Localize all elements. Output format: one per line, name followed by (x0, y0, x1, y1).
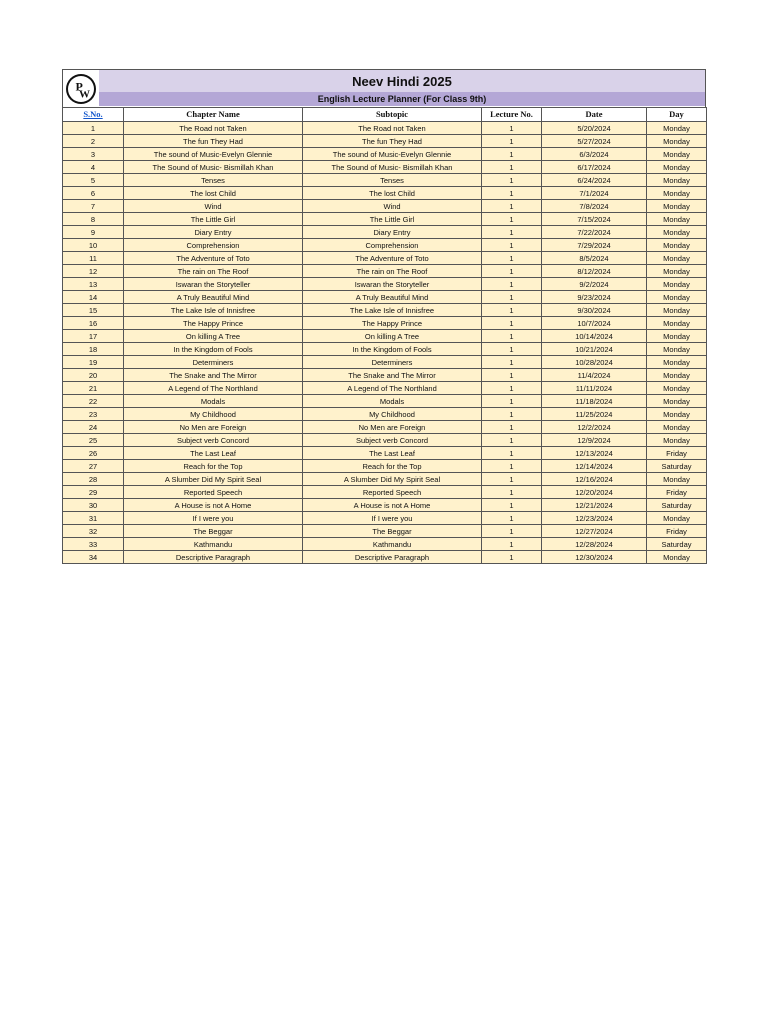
cell-sno: 10 (63, 239, 124, 252)
cell-day: Monday (647, 122, 707, 135)
cell-lecture-no: 1 (482, 148, 542, 161)
cell-chapter-name: The Little Girl (124, 213, 303, 226)
cell-chapter-name: Descriptive Paragraph (124, 551, 303, 564)
cell-day: Monday (647, 408, 707, 421)
cell-chapter-name: Tenses (124, 174, 303, 187)
cell-lecture-no: 1 (482, 252, 542, 265)
cell-subtopic: Comprehension (303, 239, 482, 252)
cell-lecture-no: 1 (482, 304, 542, 317)
cell-day: Monday (647, 213, 707, 226)
cell-subtopic: Iswaran the Storyteller (303, 278, 482, 291)
cell-date: 9/2/2024 (542, 278, 647, 291)
cell-subtopic: Subject verb Concord (303, 434, 482, 447)
cell-lecture-no: 1 (482, 382, 542, 395)
sheet-header (62, 69, 706, 107)
cell-subtopic: On killing A Tree (303, 330, 482, 343)
cell-day: Monday (647, 356, 707, 369)
table-row (63, 382, 707, 395)
cell-date: 11/18/2024 (542, 395, 647, 408)
cell-date: 12/23/2024 (542, 512, 647, 525)
cell-lecture-no: 1 (482, 213, 542, 226)
cell-lecture-no: 1 (482, 291, 542, 304)
cell-sno: 14 (63, 291, 124, 304)
cell-date: 12/21/2024 (542, 499, 647, 512)
table-header-row (63, 108, 707, 122)
table-row (63, 200, 707, 213)
cell-lecture-no: 1 (482, 356, 542, 369)
cell-lecture-no: 1 (482, 460, 542, 473)
cell-sno: 8 (63, 213, 124, 226)
table-row (63, 421, 707, 434)
cell-subtopic: The Snake and The Mirror (303, 369, 482, 382)
table-row (63, 473, 707, 486)
cell-date: 5/27/2024 (542, 135, 647, 148)
cell-chapter-name: In the Kingdom of Fools (124, 343, 303, 356)
cell-sno: 2 (63, 135, 124, 148)
cell-subtopic: Descriptive Paragraph (303, 551, 482, 564)
cell-date: 11/11/2024 (542, 382, 647, 395)
cell-sno: 9 (63, 226, 124, 239)
cell-subtopic: My Childhood (303, 408, 482, 421)
cell-day: Friday (647, 486, 707, 499)
table-row (63, 447, 707, 460)
cell-date: 12/13/2024 (542, 447, 647, 460)
cell-subtopic: Wind (303, 200, 482, 213)
column-header-chapter-name: Chapter Name (124, 108, 303, 122)
cell-subtopic: A House is not A Home (303, 499, 482, 512)
cell-chapter-name: Modals (124, 395, 303, 408)
cell-date: 12/30/2024 (542, 551, 647, 564)
table-row (63, 538, 707, 551)
lecture-table (62, 107, 707, 564)
cell-lecture-no: 1 (482, 421, 542, 434)
cell-day: Monday (647, 317, 707, 330)
cell-subtopic: Reach for the Top (303, 460, 482, 473)
cell-date: 9/30/2024 (542, 304, 647, 317)
table-row (63, 317, 707, 330)
table-row (63, 122, 707, 135)
table-row (63, 499, 707, 512)
cell-subtopic: The rain on The Roof (303, 265, 482, 278)
cell-chapter-name: On killing A Tree (124, 330, 303, 343)
table-row (63, 135, 707, 148)
cell-chapter-name: Iswaran the Storyteller (124, 278, 303, 291)
cell-chapter-name: The sound of Music-Evelyn Glennie (124, 148, 303, 161)
cell-chapter-name: My Childhood (124, 408, 303, 421)
cell-lecture-no: 1 (482, 473, 542, 486)
lecture-planner-sheet (62, 69, 706, 564)
cell-date: 12/20/2024 (542, 486, 647, 499)
cell-chapter-name: The rain on The Roof (124, 265, 303, 278)
cell-date: 12/14/2024 (542, 460, 647, 473)
cell-day: Monday (647, 200, 707, 213)
cell-day: Monday (647, 252, 707, 265)
cell-day: Monday (647, 330, 707, 343)
pw-logo-icon (63, 70, 99, 107)
cell-sno: 32 (63, 525, 124, 538)
cell-subtopic: If I were you (303, 512, 482, 525)
cell-day: Saturday (647, 460, 707, 473)
cell-date: 7/22/2024 (542, 226, 647, 239)
cell-chapter-name: The Adventure of Toto (124, 252, 303, 265)
cell-lecture-no: 1 (482, 525, 542, 538)
table-row (63, 369, 707, 382)
cell-sno: 5 (63, 174, 124, 187)
cell-chapter-name: A Truly Beautiful Mind (124, 291, 303, 304)
cell-subtopic: The Adventure of Toto (303, 252, 482, 265)
cell-sno: 25 (63, 434, 124, 447)
cell-sno: 3 (63, 148, 124, 161)
cell-subtopic: A Slumber Did My Spirit Seal (303, 473, 482, 486)
cell-subtopic: The lost Child (303, 187, 482, 200)
cell-sno: 28 (63, 473, 124, 486)
cell-subtopic: The Last Leaf (303, 447, 482, 460)
table-row (63, 460, 707, 473)
cell-lecture-no: 1 (482, 239, 542, 252)
cell-chapter-name: Subject verb Concord (124, 434, 303, 447)
cell-chapter-name: The Sound of Music- Bismillah Khan (124, 161, 303, 174)
cell-sno: 21 (63, 382, 124, 395)
cell-lecture-no: 1 (482, 343, 542, 356)
table-row (63, 395, 707, 408)
cell-chapter-name: The Lake Isle of Innisfree (124, 304, 303, 317)
cell-lecture-no: 1 (482, 317, 542, 330)
cell-day: Monday (647, 161, 707, 174)
cell-lecture-no: 1 (482, 187, 542, 200)
cell-day: Monday (647, 551, 707, 564)
cell-date: 12/9/2024 (542, 434, 647, 447)
cell-sno: 20 (63, 369, 124, 382)
column-header-subtopic: Subtopic (303, 108, 482, 122)
cell-date: 8/12/2024 (542, 265, 647, 278)
cell-subtopic: Diary Entry (303, 226, 482, 239)
cell-sno: 22 (63, 395, 124, 408)
cell-day: Monday (647, 304, 707, 317)
table-row (63, 187, 707, 200)
cell-subtopic: No Men are Foreign (303, 421, 482, 434)
cell-chapter-name: If I were you (124, 512, 303, 525)
cell-sno: 23 (63, 408, 124, 421)
cell-chapter-name: The Happy Prince (124, 317, 303, 330)
document-subtitle: English Lecture Planner (For Class 9th) (99, 92, 705, 106)
cell-day: Friday (647, 447, 707, 460)
cell-day: Monday (647, 239, 707, 252)
cell-subtopic: The sound of Music-Evelyn Glennie (303, 148, 482, 161)
cell-subtopic: The Little Girl (303, 213, 482, 226)
pw-logo-svg (65, 73, 97, 105)
cell-lecture-no: 1 (482, 395, 542, 408)
cell-lecture-no: 1 (482, 369, 542, 382)
cell-lecture-no: 1 (482, 499, 542, 512)
cell-date: 11/25/2024 (542, 408, 647, 421)
cell-sno: 24 (63, 421, 124, 434)
cell-sno: 13 (63, 278, 124, 291)
cell-lecture-no: 1 (482, 512, 542, 525)
cell-day: Monday (647, 148, 707, 161)
cell-lecture-no: 1 (482, 174, 542, 187)
table-row (63, 512, 707, 525)
cell-lecture-no: 1 (482, 161, 542, 174)
cell-date: 6/3/2024 (542, 148, 647, 161)
cell-sno: 29 (63, 486, 124, 499)
cell-lecture-no: 1 (482, 408, 542, 421)
cell-date: 6/24/2024 (542, 174, 647, 187)
cell-sno: 26 (63, 447, 124, 460)
cell-chapter-name: The Last Leaf (124, 447, 303, 460)
pw-logo-letter-w: W (79, 88, 90, 100)
cell-subtopic: The Beggar (303, 525, 482, 538)
cell-subtopic: A Truly Beautiful Mind (303, 291, 482, 304)
cell-lecture-no: 1 (482, 200, 542, 213)
cell-sno: 34 (63, 551, 124, 564)
cell-sno: 1 (63, 122, 124, 135)
cell-date: 8/5/2024 (542, 252, 647, 265)
cell-sno: 17 (63, 330, 124, 343)
cell-lecture-no: 1 (482, 226, 542, 239)
cell-day: Monday (647, 174, 707, 187)
cell-date: 12/28/2024 (542, 538, 647, 551)
cell-date: 10/14/2024 (542, 330, 647, 343)
table-row (63, 291, 707, 304)
cell-date: 10/7/2024 (542, 317, 647, 330)
column-header-day: Day (647, 108, 707, 122)
cell-date: 11/4/2024 (542, 369, 647, 382)
cell-day: Monday (647, 395, 707, 408)
cell-day: Monday (647, 135, 707, 148)
cell-day: Monday (647, 512, 707, 525)
table-row (63, 226, 707, 239)
table-row (63, 525, 707, 538)
cell-date: 12/2/2024 (542, 421, 647, 434)
cell-lecture-no: 1 (482, 278, 542, 291)
cell-sno: 18 (63, 343, 124, 356)
cell-date: 5/20/2024 (542, 122, 647, 135)
cell-date: 7/15/2024 (542, 213, 647, 226)
cell-chapter-name: Diary Entry (124, 226, 303, 239)
cell-chapter-name: Kathmandu (124, 538, 303, 551)
table-row (63, 278, 707, 291)
cell-day: Monday (647, 226, 707, 239)
cell-subtopic: Reported Speech (303, 486, 482, 499)
cell-day: Monday (647, 187, 707, 200)
cell-subtopic: In the Kingdom of Fools (303, 343, 482, 356)
table-row (63, 356, 707, 369)
cell-date: 12/16/2024 (542, 473, 647, 486)
cell-day: Monday (647, 343, 707, 356)
table-row (63, 213, 707, 226)
cell-chapter-name: Wind (124, 200, 303, 213)
cell-subtopic: The Happy Prince (303, 317, 482, 330)
cell-lecture-no: 1 (482, 434, 542, 447)
cell-sno: 16 (63, 317, 124, 330)
table-row (63, 239, 707, 252)
cell-day: Monday (647, 434, 707, 447)
cell-sno: 27 (63, 460, 124, 473)
table-row (63, 551, 707, 564)
cell-subtopic: Kathmandu (303, 538, 482, 551)
cell-day: Saturday (647, 538, 707, 551)
cell-chapter-name: The Road not Taken (124, 122, 303, 135)
cell-lecture-no: 1 (482, 486, 542, 499)
cell-sno: 7 (63, 200, 124, 213)
cell-lecture-no: 1 (482, 122, 542, 135)
cell-date: 10/28/2024 (542, 356, 647, 369)
cell-date: 7/8/2024 (542, 200, 647, 213)
cell-chapter-name: A House is not A Home (124, 499, 303, 512)
cell-date: 6/17/2024 (542, 161, 647, 174)
column-header-sno[interactable]: S.No. (63, 108, 124, 122)
cell-chapter-name: A Slumber Did My Spirit Seal (124, 473, 303, 486)
cell-subtopic: The Road not Taken (303, 122, 482, 135)
cell-day: Monday (647, 382, 707, 395)
cell-chapter-name: The lost Child (124, 187, 303, 200)
document-title: Neev Hindi 2025 (99, 70, 705, 93)
cell-day: Monday (647, 265, 707, 278)
table-row (63, 434, 707, 447)
cell-subtopic: Determiners (303, 356, 482, 369)
cell-subtopic: The fun They Had (303, 135, 482, 148)
cell-lecture-no: 1 (482, 551, 542, 564)
cell-chapter-name: A Legend of The Northland (124, 382, 303, 395)
cell-date: 7/29/2024 (542, 239, 647, 252)
cell-lecture-no: 1 (482, 538, 542, 551)
cell-subtopic: Tenses (303, 174, 482, 187)
cell-day: Monday (647, 421, 707, 434)
cell-sno: 30 (63, 499, 124, 512)
cell-chapter-name: No Men are Foreign (124, 421, 303, 434)
cell-day: Monday (647, 278, 707, 291)
cell-subtopic: The Sound of Music- Bismillah Khan (303, 161, 482, 174)
cell-sno: 19 (63, 356, 124, 369)
cell-subtopic: A Legend of The Northland (303, 382, 482, 395)
cell-day: Monday (647, 369, 707, 382)
cell-chapter-name: The Beggar (124, 525, 303, 538)
cell-sno: 12 (63, 265, 124, 278)
cell-lecture-no: 1 (482, 330, 542, 343)
cell-subtopic: Modals (303, 395, 482, 408)
cell-chapter-name: The fun They Had (124, 135, 303, 148)
cell-chapter-name: Comprehension (124, 239, 303, 252)
table-row (63, 148, 707, 161)
table-row (63, 408, 707, 421)
cell-day: Saturday (647, 499, 707, 512)
cell-sno: 6 (63, 187, 124, 200)
cell-chapter-name: Determiners (124, 356, 303, 369)
table-row (63, 252, 707, 265)
table-row (63, 330, 707, 343)
cell-day: Friday (647, 525, 707, 538)
cell-date: 9/23/2024 (542, 291, 647, 304)
column-header-date: Date (542, 108, 647, 122)
table-row (63, 304, 707, 317)
cell-lecture-no: 1 (482, 447, 542, 460)
table-row (63, 486, 707, 499)
table-row (63, 265, 707, 278)
table-row (63, 174, 707, 187)
cell-sno: 33 (63, 538, 124, 551)
cell-day: Monday (647, 291, 707, 304)
pw-logo-letter-p: P (75, 79, 83, 93)
cell-lecture-no: 1 (482, 265, 542, 278)
cell-date: 7/1/2024 (542, 187, 647, 200)
cell-chapter-name: Reach for the Top (124, 460, 303, 473)
cell-date: 12/27/2024 (542, 525, 647, 538)
cell-chapter-name: Reported Speech (124, 486, 303, 499)
table-body (63, 122, 707, 564)
cell-day: Monday (647, 473, 707, 486)
cell-sno: 15 (63, 304, 124, 317)
column-header-lecture-no: Lecture No. (482, 108, 542, 122)
cell-sno: 11 (63, 252, 124, 265)
table-row (63, 343, 707, 356)
cell-lecture-no: 1 (482, 135, 542, 148)
cell-subtopic: The Lake Isle of Innisfree (303, 304, 482, 317)
table-row (63, 161, 707, 174)
cell-sno: 31 (63, 512, 124, 525)
cell-date: 10/21/2024 (542, 343, 647, 356)
cell-chapter-name: The Snake and The Mirror (124, 369, 303, 382)
cell-sno: 4 (63, 161, 124, 174)
